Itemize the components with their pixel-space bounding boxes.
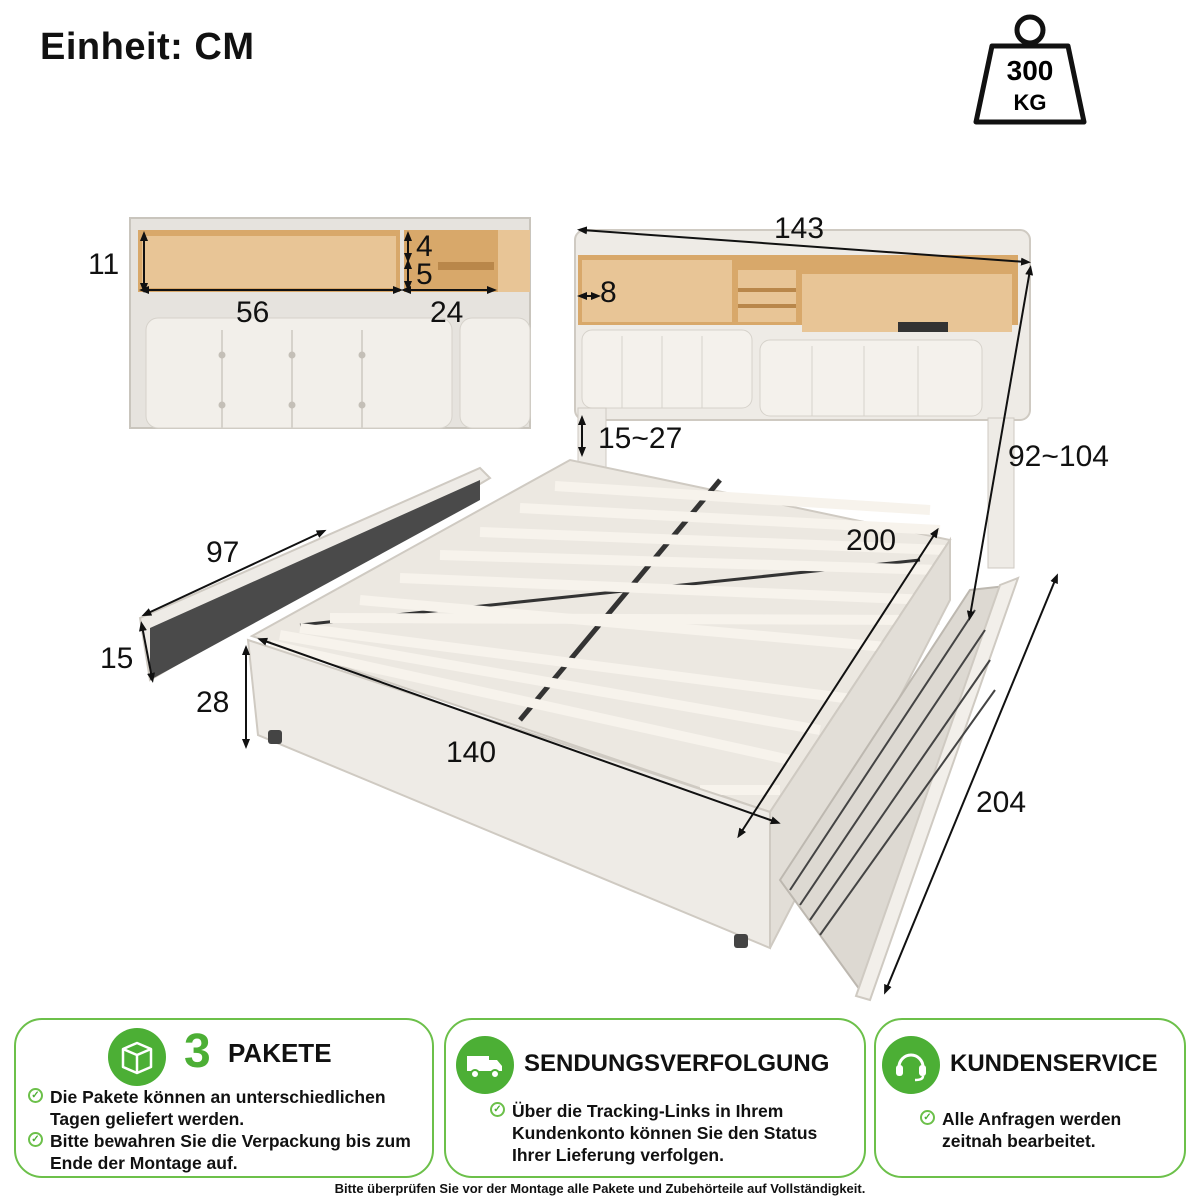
- list-item: [920, 1108, 1180, 1152]
- packages-card: [14, 1018, 434, 1178]
- unit-title: Einheit: CM: [40, 26, 255, 68]
- headset-icon: [882, 1036, 940, 1094]
- list-item: [490, 1100, 860, 1166]
- tracking-heading: SENDUNGSVERFOLGUNG: [524, 1050, 830, 1077]
- tracking-line-1: Über die Tracking-Links in Ihrem Kundenkonto können Sie den Status Ihrer Lieferung verfolgen.: [512, 1101, 818, 1165]
- footer-note: Bitte überprüfen Sie vor der Montage alle Pakete und Zubehörteile auf Vollständigkeit.: [334, 1181, 866, 1196]
- leg-clearance-label: 15~27: [598, 422, 683, 455]
- weight-unit: KG: [1013, 90, 1047, 115]
- drawer-height-label: 15: [100, 642, 134, 675]
- list-item: [28, 1130, 428, 1174]
- packages-line-1: Die Pakete können an unterschiedlichen Tagen geliefert werden.: [50, 1087, 386, 1129]
- check-icon: ✓: [28, 1132, 43, 1147]
- headboard-width-label: 143: [774, 212, 825, 245]
- tracking-card: [444, 1018, 866, 1178]
- drawer-length-label: 97: [206, 536, 240, 569]
- total-height-label: 92~104: [1008, 440, 1109, 473]
- shelf-depth-label: 8: [600, 276, 617, 309]
- check-icon: ✓: [28, 1088, 43, 1103]
- inset-height-label: 11: [88, 248, 120, 281]
- list-item: [28, 1086, 428, 1130]
- package-count: 3: [184, 1025, 211, 1078]
- weight-value: 300: [1006, 55, 1054, 86]
- customer-service-card: [874, 1018, 1186, 1178]
- side-height-label: 28: [196, 686, 230, 719]
- package-icon: [108, 1028, 166, 1086]
- customer-service-line-1: Alle Anfragen werden zeitnah bearbeitet.: [942, 1109, 1122, 1151]
- check-icon: ✓: [490, 1102, 505, 1117]
- inset-bottom-label: 5: [416, 258, 433, 291]
- inner-length-label: 200: [846, 524, 897, 557]
- headboard-inset: [130, 218, 530, 428]
- check-icon: ✓: [920, 1110, 935, 1125]
- customer-service-heading: KUNDENSERVICE: [950, 1050, 1158, 1077]
- inset-right-width-label: 24: [430, 296, 464, 329]
- inset-top-label: 4: [416, 230, 433, 263]
- inset-left-width-label: 56: [236, 296, 270, 329]
- packages-line-2: Bitte bewahren Sie die Verpackung bis zum Ende der Montage auf.: [50, 1131, 411, 1173]
- total-length-label: 204: [976, 786, 1027, 819]
- bed-width-label: 140: [446, 736, 497, 769]
- delivery-truck-icon: [456, 1036, 514, 1094]
- packages-heading: PAKETE: [228, 1038, 332, 1068]
